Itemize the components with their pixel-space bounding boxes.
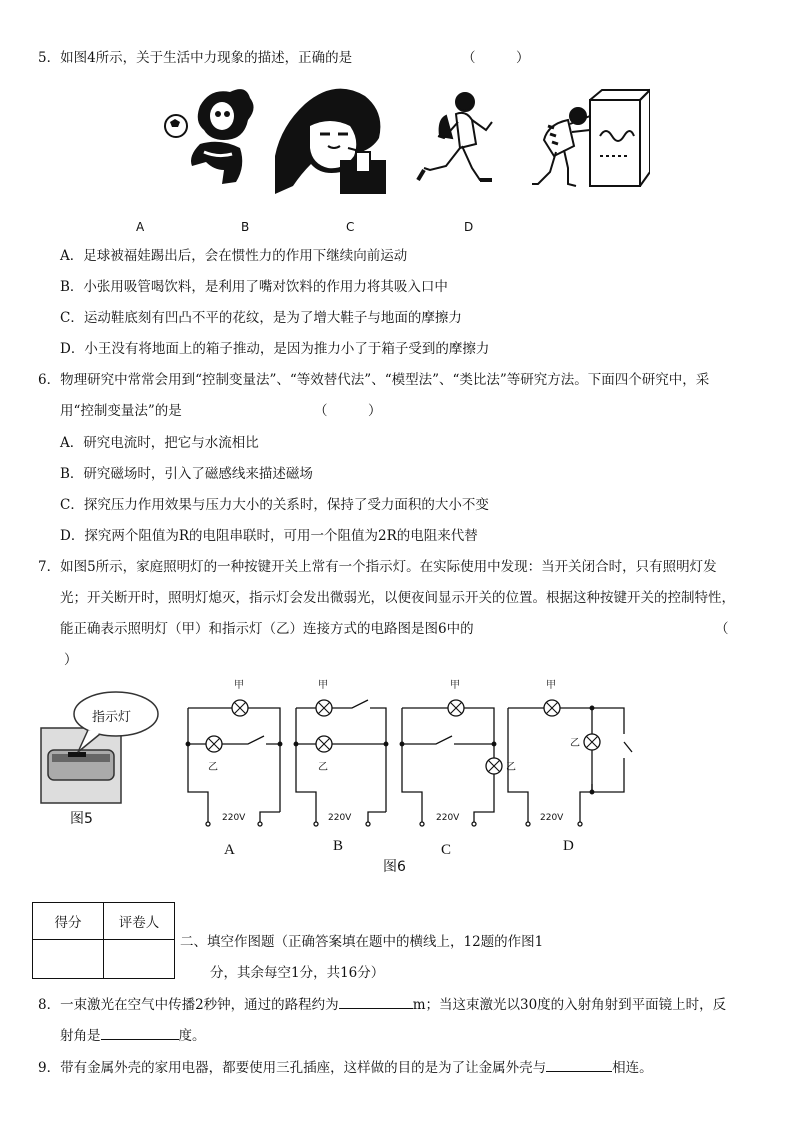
q8-text-part3: 射角是: [60, 1028, 101, 1044]
circuit-label-a: A: [224, 842, 235, 858]
section2-heading-line1: 二、填空作图题（正确答案填在题中的横线上，12题的作图1: [180, 934, 544, 950]
q8-blank-distance[interactable]: [339, 996, 413, 1009]
section2-heading-line2: 分，其余每空1分，共16分）: [210, 965, 385, 981]
circuit-d-lamp-main-label: 甲: [546, 680, 556, 691]
circuit-c-lamp-main-label: 甲: [450, 680, 460, 691]
q8-line1: [38, 993, 726, 1013]
fig5-bubble-label: 指示灯: [92, 710, 132, 725]
q6-option-a: A．研究电流时，把它与水流相比: [60, 435, 259, 451]
q5-picture-label-b: B: [241, 220, 250, 234]
q6-stem-line1: 6．物理研究中常常会用到“控制变量法”、“等效替代法”、“模型法”、“类比法”等研究方法。下面四个研究中，采: [38, 372, 710, 388]
circuit-c-lamp-indicator-label: 乙: [506, 762, 516, 773]
q6-option-c: C．探究压力作用效果与压力大小的关系时，保持了受力面积的大小不变: [60, 497, 489, 513]
q7-bracket-open: （: [715, 621, 729, 637]
q7-stem-line1: 7．如图5所示，家庭照明灯的一种按键开关上常有一个指示灯。在实际使用中发现：当开关闭合时，只有照明灯发: [38, 559, 717, 575]
q8-text-part1: 8．一束激光在空气中传播2秒钟，通过的路程约为: [38, 997, 339, 1013]
figure-4-pictures: [160, 86, 650, 196]
q5-option-d: D．小王没有将地面上的箱子推动，是因为推力小了于箱子受到的摩擦力: [60, 341, 490, 357]
q8-text-part4: 度。: [178, 1028, 206, 1044]
picture-c-running: [418, 93, 492, 180]
q5-picture-label-c: C: [346, 220, 355, 234]
q6-option-d: D．探究两个阻值为R的电阻串联时，可用一个阻值为2R的电阻来代替: [60, 528, 478, 544]
q5-option-a: A．足球被福娃踢出后，会在惯性力的作用下继续向前运动: [60, 248, 408, 264]
q5-option-c: C．运动鞋底刻有凹凸不平的花纹，是为了增大鞋子与地面的摩擦力: [60, 310, 462, 326]
score-cell[interactable]: [33, 940, 104, 979]
q9-text-part2: 相连。: [612, 1060, 653, 1076]
q8-blank-angle[interactable]: [101, 1027, 179, 1040]
q5-picture-label-d: D: [464, 220, 474, 234]
circuit-d-voltage: 220V: [540, 813, 564, 823]
q9-blank[interactable]: [546, 1059, 612, 1072]
q7-stem-line3: 能正确表示照明灯（甲）和指示灯（乙）连接方式的电路图是图6中的: [60, 621, 474, 637]
circuit-a-lamp-main-label: 甲: [234, 680, 244, 691]
circuit-c: [400, 700, 502, 826]
q6-answer-bracket: （ ）: [314, 403, 382, 419]
q7-stem-line2: 光；开关断开时，照明灯熄灭，指示灯会发出微弱光，以便夜间显示开关的位置。根据这种按键开关的控制特性，: [60, 590, 735, 606]
grader-header: 评卷人: [104, 903, 175, 940]
score-table: [32, 902, 175, 979]
circuit-b-voltage: 220V: [328, 813, 352, 823]
q9-line: [38, 1056, 653, 1076]
q5-option-b: B．小张用吸管喝饮料，是利用了嘴对饮料的作用力将其吸入口中: [60, 279, 448, 295]
q6-stem-line2: 用“控制变量法”的是: [60, 403, 182, 419]
q5-picture-label-a: A: [136, 220, 145, 234]
circuit-a-voltage: 220V: [222, 813, 246, 823]
q7-bracket-close: ）: [64, 652, 78, 668]
q9-text-part1: 9．带有金属外壳的家用电器，都要使用三孔插座，这样做的目的是为了让金属外壳与: [38, 1060, 547, 1076]
grader-cell[interactable]: [104, 940, 175, 979]
fig5-caption: 图5: [70, 811, 93, 827]
score-header: 得分: [33, 903, 104, 940]
figure-6-circuits: [180, 672, 640, 832]
circuit-b-lamp-main-label: 甲: [318, 680, 328, 691]
q8-text-part2: m；当这束激光以30度的入射角射到平面镜上时，反: [412, 997, 727, 1013]
circuit-a: [186, 700, 282, 826]
circuit-c-voltage: 220V: [436, 813, 460, 823]
picture-a-kicking-ball: [165, 89, 254, 184]
q8-line2: [60, 1024, 206, 1044]
circuit-b: [294, 700, 388, 826]
q5-answer-bracket: （ ）: [462, 50, 530, 66]
circuit-d-lamp-indicator-label: 乙: [570, 738, 580, 749]
q6-option-b: B．研究磁场时，引入了磁感线来描述磁场: [60, 466, 313, 482]
circuit-label-c: C: [441, 842, 452, 858]
picture-b-drinking: [275, 86, 390, 194]
circuit-label-b: B: [333, 838, 344, 854]
circuit-d: [508, 700, 632, 826]
circuit-b-lamp-indicator-label: 乙: [318, 762, 328, 773]
picture-d-pushing-box: [532, 90, 650, 186]
circuit-label-d: D: [563, 838, 574, 854]
fig6-caption: 图6: [383, 859, 406, 875]
q5-stem: 5．如图4所示，关于生活中力现象的描述，正确的是: [38, 50, 353, 66]
circuit-a-lamp-indicator-label: 乙: [208, 762, 218, 773]
